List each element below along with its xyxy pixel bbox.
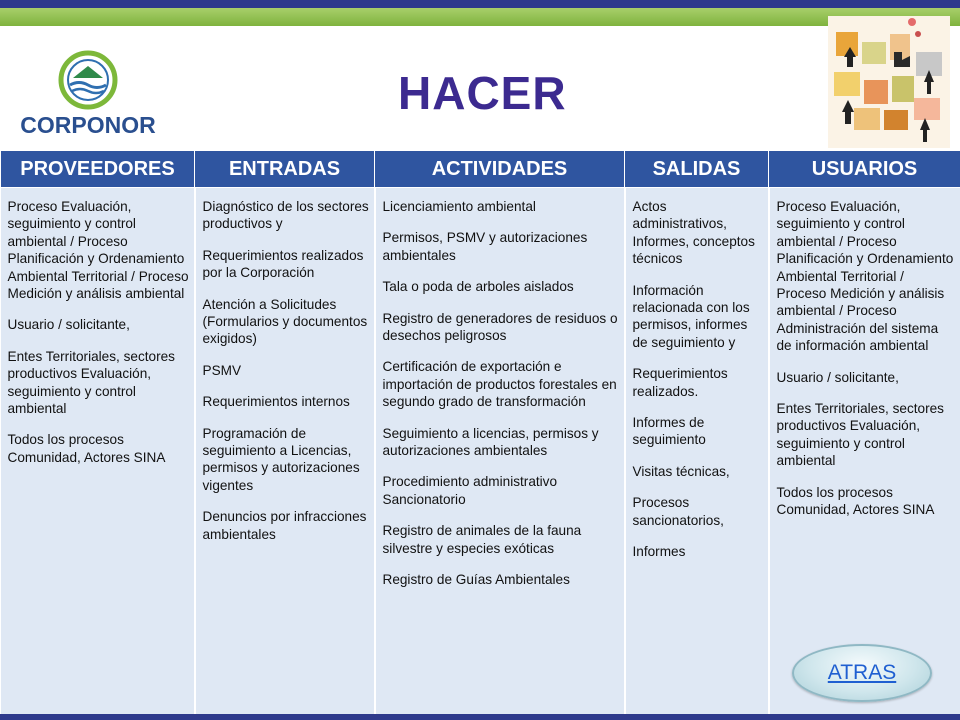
list-item: Permisos, PSMV y autorizaciones ambientales xyxy=(382,230,588,263)
list-item: Actos administrativos, Informes, conceptos técnicos xyxy=(632,199,755,267)
list-item: Informes de seguimiento xyxy=(632,415,706,448)
cell-proveedores xyxy=(1,188,195,719)
list-item: Todos los procesos Comunidad, Actores SINA xyxy=(776,484,935,518)
logo-emblem-icon xyxy=(61,53,115,107)
logo-text: CORPONOR xyxy=(20,112,156,138)
cell-salidas xyxy=(625,188,769,719)
back-button[interactable] xyxy=(792,644,932,702)
list-item: Información relacionada con los permisos, informes de seguimiento y xyxy=(632,282,750,350)
cell-entradas xyxy=(195,188,375,719)
back-button-label[interactable]: ATRAS xyxy=(827,661,897,684)
list-item: PSMV xyxy=(202,362,242,378)
header-entradas: ENTRADAS xyxy=(195,151,375,188)
list-item: Requerimientos realizados. xyxy=(632,366,728,399)
table-header-row xyxy=(1,151,960,188)
top-band-green xyxy=(0,8,960,26)
list-item: Proceso Evaluación, seguimiento y control ambiental / Proceso Planificación y Ordenamiento Ambiental Territorial / Proceso Medición y análisis ambiental / Proceso Administración del sistema de información ambiental xyxy=(776,199,954,354)
header-usuarios: USUARIOS xyxy=(769,151,960,188)
header-salidas: SALIDAS xyxy=(625,151,769,188)
cell-actividades xyxy=(375,188,625,719)
page-title: HACER xyxy=(398,67,567,119)
list-item: Entes Territoriales, sectores productivos Evaluación, seguimiento y control ambiental xyxy=(776,401,944,469)
list-item: Licenciamiento ambiental xyxy=(382,199,536,214)
list-item: Proceso Evaluación, seguimiento y control ambiental / Proceso Planificación y Ordenamiento Ambiental Territorial / Proceso Medición y análisis ambiental xyxy=(7,199,189,302)
list-item: Tala o poda de arboles aislados xyxy=(382,279,574,295)
header-actividades: ACTIVIDADES xyxy=(375,151,625,188)
list-item: Certificación de exportación e importación de productos forestales en segundo grado de transformación xyxy=(382,359,617,410)
list-item: Denuncios por infracciones ambientales xyxy=(202,509,367,542)
list-item: Procesos sancionatorios, xyxy=(632,495,724,528)
list-item: Requerimientos realizados por la Corporación xyxy=(202,247,364,281)
list-item: Seguimiento a licencias, permisos y autorizaciones ambientales xyxy=(382,425,599,459)
corponor-logo xyxy=(18,50,158,142)
list-item: Entes Territoriales, sectores productivos Evaluación, seguimiento y control ambiental xyxy=(7,348,175,417)
list-item: Registro de animales de la fauna silvestre y especies exóticas xyxy=(382,523,582,556)
list-item: Programación de seguimiento a Licencias, permisos y autorizaciones vigentes xyxy=(202,425,360,493)
list-item: Requerimientos internos xyxy=(202,394,350,410)
list-item: Registro de generadores de residuos o desechos peligrosos xyxy=(382,310,618,344)
list-item: Atención a Solicitudes (Formularios y documentos exigidos) xyxy=(202,296,368,347)
list-item: Visitas técnicas, xyxy=(632,463,730,479)
list-item: Procedimiento administrativo Sancionatorio xyxy=(382,474,558,507)
top-band-blue xyxy=(0,0,960,8)
cell-usuarios xyxy=(769,188,960,719)
bottom-band xyxy=(0,714,960,720)
header-proveedores: PROVEEDORES xyxy=(1,151,195,188)
list-item: Usuario / solicitante, xyxy=(7,317,130,333)
list-item: Registro de Guías Ambientales xyxy=(382,572,570,588)
list-item: Informes xyxy=(632,544,686,560)
collage-art-icon xyxy=(824,12,954,152)
list-item: Usuario / solicitante, xyxy=(776,369,899,385)
process-table xyxy=(0,150,960,718)
list-item: Diagnóstico de los sectores productivos y xyxy=(202,199,369,232)
list-item: Todos los procesos Comunidad, Actores SINA xyxy=(7,432,166,465)
table-row xyxy=(1,188,960,719)
